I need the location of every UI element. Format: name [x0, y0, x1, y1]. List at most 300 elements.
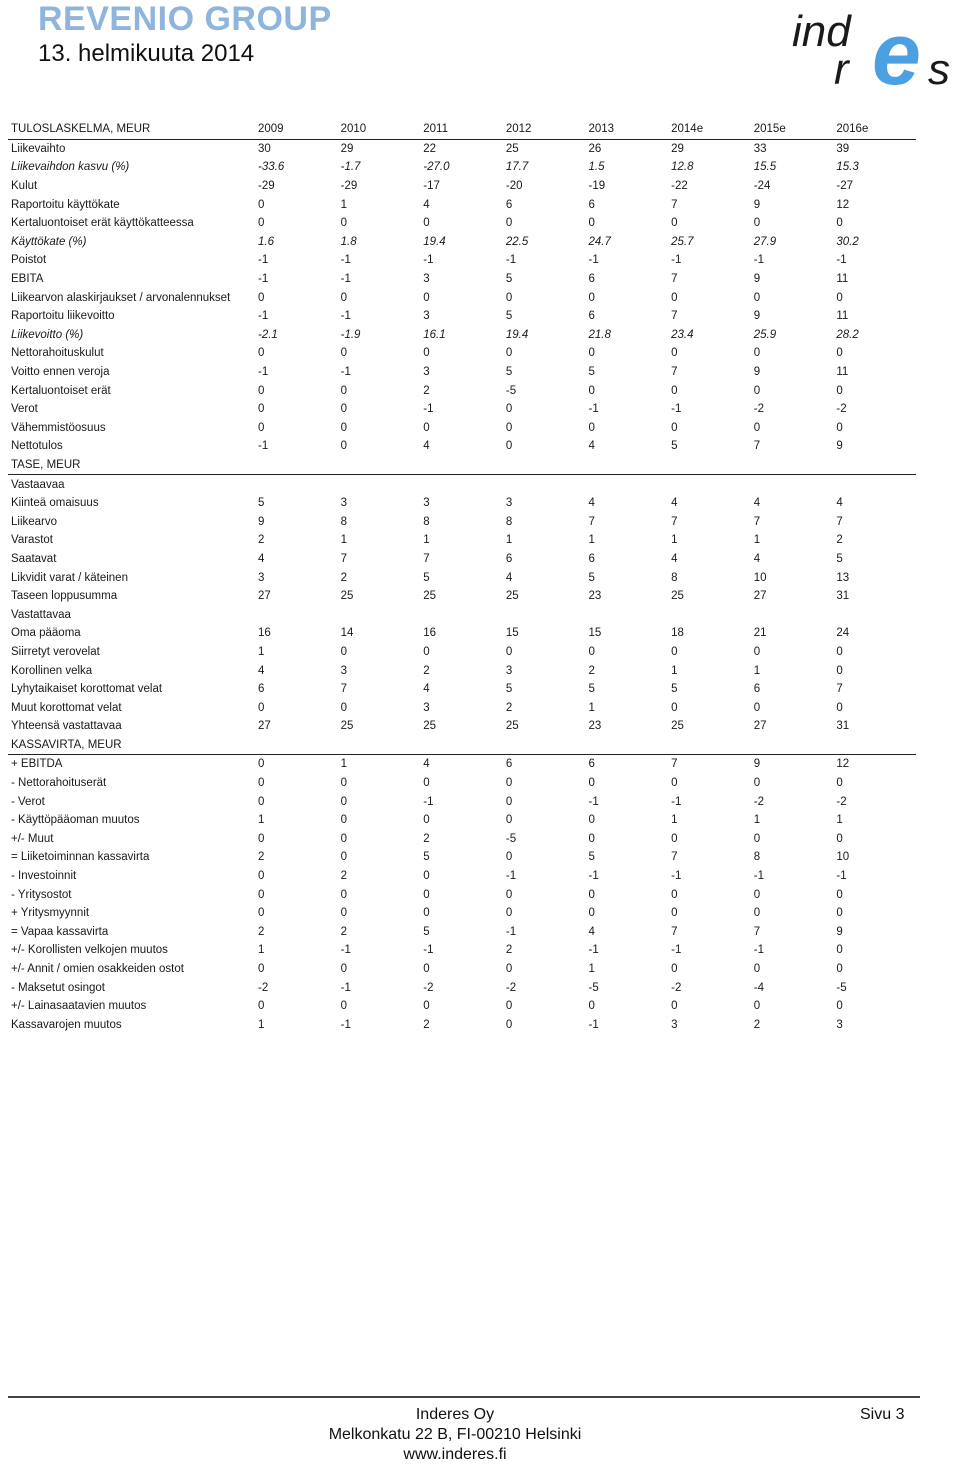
table-cell: 0 [588, 347, 595, 360]
table-cell: 0 [671, 701, 678, 714]
table-cell: 0 [836, 291, 843, 304]
table-cell: 6 [588, 758, 595, 771]
table-row [8, 774, 916, 793]
year-header: 2012 [503, 120, 586, 139]
table-cell: -1 [258, 310, 269, 323]
table-cell: 27 [258, 720, 271, 733]
table-cell: 31 [836, 720, 850, 733]
table-cell: 12 [836, 198, 850, 211]
table-cell: -27.0 [423, 161, 450, 174]
row-label: +/- Annit / omien osakkeiden ostot [11, 963, 184, 976]
table-cell: -19 [588, 180, 606, 193]
table-cell: 5 [588, 366, 595, 379]
table-cell: 0 [258, 1000, 265, 1013]
table-cell: 15.3 [836, 161, 859, 174]
table-cell: 11 [836, 310, 849, 323]
table-cell: 22.5 [505, 235, 529, 248]
table-cell: 0 [423, 347, 430, 360]
table-cell: 25 [671, 720, 684, 733]
table-cell: 27.9 [753, 235, 777, 248]
table-cell: 5 [258, 497, 265, 510]
table-cell: 0 [505, 291, 513, 304]
table-cell: 12.8 [671, 161, 694, 174]
row-label: Raportoitu liikevoitto [11, 310, 115, 323]
table-cell: 0 [258, 421, 265, 434]
table-cell: 0 [505, 963, 513, 976]
year-header: 2009 [255, 120, 338, 139]
table-cell: 25 [423, 590, 437, 603]
table-cell: 27 [258, 590, 271, 603]
table-cell: 0 [340, 440, 348, 453]
table-cell: 0 [340, 403, 348, 416]
table-cell: 1 [753, 814, 761, 827]
table-cell: 0 [423, 645, 430, 658]
table-row [8, 811, 916, 830]
table-cell: 0 [423, 291, 430, 304]
table-cell: 0 [836, 421, 843, 434]
table-cell: 0 [423, 217, 430, 230]
table-cell: 0 [423, 421, 430, 434]
table-row [8, 233, 916, 252]
table-cell [586, 605, 669, 624]
row-label: Muut korottomat velat [11, 701, 122, 714]
table-cell: 0 [671, 421, 678, 434]
table-cell: 1 [588, 963, 595, 976]
table-cell: 3 [340, 497, 348, 510]
table-row [8, 698, 916, 717]
table-cell: -1 [671, 944, 682, 957]
table-row [8, 904, 916, 923]
footer-divider [8, 1396, 920, 1398]
table-cell: 0 [671, 888, 678, 901]
table-cell: -1 [340, 273, 351, 286]
row-label: +/- Lainasaatavien muutos [11, 1000, 147, 1013]
row-label: = Vapaa kassavirta [11, 925, 109, 938]
table-row [8, 177, 916, 196]
table-cell: 0 [258, 795, 265, 808]
table-cell: 5 [423, 851, 430, 864]
table-cell: 1.8 [340, 235, 357, 248]
table-cell: 1 [836, 814, 843, 827]
table-cell: 15 [505, 627, 519, 640]
table-cell: 25.7 [671, 235, 694, 248]
table-cell: -1 [588, 254, 599, 267]
row-label: Taseen loppusumma [11, 590, 118, 603]
table-cell: -1 [505, 254, 517, 267]
row-label: Voitto ennen veroja [11, 366, 110, 379]
row-label: Vastattavaa [11, 608, 71, 621]
table-cell: 0 [753, 645, 761, 658]
table-cell: 7 [340, 552, 348, 565]
table-cell: 7 [423, 552, 430, 565]
table-cell: 0 [671, 907, 678, 920]
row-label: = Liiketoiminnan kassavirta [11, 851, 150, 864]
table-cell: 2 [258, 925, 265, 938]
row-label: +/- Korollisten velkojen muutos [11, 944, 168, 957]
table-cell: 4 [258, 552, 265, 565]
table-cell [255, 475, 338, 494]
table-cell: 0 [588, 291, 595, 304]
table-row [8, 680, 916, 699]
footer-website[interactable]: www.inderes.fi [403, 1446, 507, 1463]
table-cell: -1.9 [340, 328, 361, 341]
table-cell: -1 [588, 944, 599, 957]
table-cell: 0 [258, 963, 265, 976]
table-cell: 4 [671, 552, 678, 565]
table-cell: 14 [340, 627, 354, 640]
row-label: - Yritysostot [11, 888, 72, 901]
table-cell: 0 [588, 1000, 595, 1013]
table-cell: 0 [588, 777, 595, 790]
table-cell: 2 [423, 384, 430, 397]
table-row [8, 1016, 916, 1035]
table-cell: 0 [836, 645, 843, 658]
table-cell: -2 [753, 795, 764, 808]
table-cell: 8 [753, 851, 761, 864]
table-cell: 0 [505, 421, 513, 434]
table-cell: 7 [671, 515, 678, 528]
table-cell: 4 [671, 497, 678, 510]
table-cell: 5 [423, 925, 430, 938]
table-cell: 1.5 [588, 161, 605, 174]
table-cell: 0 [340, 421, 348, 434]
table-cell [833, 605, 916, 624]
table-cell: 1 [588, 534, 595, 547]
table-cell: 0 [340, 851, 348, 864]
table-cell: 22 [423, 142, 437, 155]
table-cell: -5 [505, 384, 517, 397]
row-label: + Yritysmyynnit [11, 907, 90, 920]
table-cell: 0 [258, 347, 265, 360]
row-label: Siirretyt verovelat [11, 645, 100, 658]
header-empty-cell [420, 736, 503, 755]
table-cell: 3 [423, 366, 430, 379]
table-cell: 0 [753, 963, 761, 976]
table-row [8, 755, 916, 774]
header-empty-cell [420, 456, 503, 475]
table-cell: 2 [753, 1018, 761, 1031]
header-empty-cell [503, 736, 586, 755]
row-label: - Käyttöpääoman muutos [11, 814, 140, 827]
table-cell: 0 [753, 888, 761, 901]
table-row [8, 475, 916, 494]
table-cell: 0 [258, 777, 265, 790]
table-cell: -1 [753, 254, 764, 267]
table-cell: 2 [588, 664, 595, 677]
table-cell: 0 [423, 888, 430, 901]
row-label: Likvidit varat / käteinen [11, 571, 128, 584]
table-cell: 0 [588, 421, 595, 434]
table-row [8, 867, 916, 886]
table-cell: 3 [423, 497, 430, 510]
table-cell: 2 [505, 944, 513, 957]
table-cell [420, 605, 503, 624]
table-row [8, 214, 916, 233]
row-label: Saatavat [11, 552, 57, 565]
table-cell: 17.7 [505, 161, 529, 174]
table-cell: 0 [340, 888, 348, 901]
table-cell: 0 [753, 1000, 761, 1013]
table-cell: -1 [340, 944, 351, 957]
table-cell: 0 [836, 384, 843, 397]
table-cell: 0 [505, 777, 513, 790]
row-label: Kassavarojen muutos [11, 1018, 122, 1031]
table-cell: 0 [753, 291, 761, 304]
table-cell: 11 [836, 273, 849, 286]
table-cell: 21.8 [588, 328, 611, 341]
table-cell: -1 [258, 440, 269, 453]
year-header: 2013 [586, 120, 669, 139]
table-cell: 0 [753, 777, 761, 790]
table-cell: 0 [588, 888, 595, 901]
table-cell: -1 [505, 870, 517, 883]
row-label: Kertaluontoiset erät käyttökatteessa [11, 217, 194, 230]
table-cell: -1 [258, 254, 269, 267]
logo-text-top: ind [792, 7, 851, 56]
table-row [8, 400, 916, 419]
table-cell: -1 [671, 254, 682, 267]
table-row [8, 792, 916, 811]
header-empty-cell [255, 736, 338, 755]
table-cell: 9 [836, 925, 843, 938]
row-label: Nettorahoituskulut [11, 347, 104, 360]
table-cell: 4 [753, 552, 761, 565]
table-cell: 6 [588, 552, 595, 565]
table-cell: 4 [588, 925, 595, 938]
table-cell: 1.6 [258, 235, 274, 248]
table-cell: -2 [258, 981, 269, 994]
table-row [8, 923, 916, 942]
table-cell: 0 [258, 217, 265, 230]
table-cell: 16.1 [423, 328, 446, 341]
table-row [8, 997, 916, 1016]
table-cell: 0 [340, 701, 348, 714]
table-cell: 4 [423, 198, 430, 211]
table-row [8, 251, 916, 270]
table-cell: -1.7 [340, 161, 361, 174]
row-label: +/- Muut [11, 832, 54, 845]
table-cell: 1 [505, 534, 513, 547]
table-cell: 8 [671, 571, 678, 584]
table-cell: 3 [505, 497, 513, 510]
table-row [8, 363, 916, 382]
table-cell: 9 [836, 440, 843, 453]
table-cell: 5 [505, 273, 513, 286]
footer-company: Inderes Oy [415, 1406, 495, 1423]
table-cell: 5 [505, 683, 513, 696]
table-cell: 2 [340, 571, 348, 584]
section-title: TASE, MEUR [8, 456, 255, 475]
table-row [8, 139, 916, 158]
table-cell: -1 [340, 1018, 351, 1031]
row-label: Vastaavaa [11, 478, 65, 491]
page-number: Sivu 3 [860, 1406, 905, 1423]
table-cell: 0 [423, 870, 430, 883]
table-row [8, 494, 916, 513]
table-cell [668, 475, 751, 494]
table-cell: 0 [340, 777, 348, 790]
header-empty-cell [503, 456, 586, 475]
table-cell: 7 [753, 925, 761, 938]
table-cell: 0 [671, 1000, 678, 1013]
row-label: Liikevaihdon kasvu (%) [11, 161, 130, 174]
table-cell: 0 [836, 701, 843, 714]
table-cell: 27 [753, 590, 767, 603]
table-cell: 7 [671, 366, 678, 379]
table-cell: 4 [423, 683, 430, 696]
table-cell: -2 [671, 981, 682, 994]
table-cell: 0 [505, 907, 513, 920]
table-cell: 1 [423, 534, 430, 547]
table-cell: 0 [423, 777, 430, 790]
table-cell: 5 [505, 310, 513, 323]
table-cell: -5 [836, 981, 847, 994]
table-cell: 0 [836, 217, 843, 230]
header-empty-cell [751, 736, 834, 755]
table-cell: 39 [836, 142, 850, 155]
table-cell [833, 475, 916, 494]
table-row [8, 531, 916, 550]
table-cell: 0 [588, 832, 595, 845]
table-cell: 26 [588, 142, 602, 155]
table-cell: 13 [836, 571, 850, 584]
table-cell: 25.9 [753, 328, 777, 341]
row-label: Verot [11, 403, 38, 416]
table-cell: 0 [340, 347, 348, 360]
table-cell: 0 [505, 1018, 513, 1031]
row-label: Nettotulos [11, 440, 63, 453]
table-cell: 29 [671, 142, 684, 155]
table-cell: 7 [671, 925, 678, 938]
table-row [8, 587, 916, 606]
row-label: Yhteensä vastattavaa [11, 720, 122, 733]
table-cell: -2 [836, 795, 847, 808]
table-cell: -2.1 [258, 328, 278, 341]
table-row [8, 550, 916, 569]
table-cell: 0 [753, 832, 761, 845]
table-row [8, 941, 916, 960]
table-cell: 16 [423, 627, 437, 640]
table-cell: 0 [505, 814, 513, 827]
table-cell: 9 [753, 366, 761, 379]
table-cell: 5 [836, 552, 843, 565]
table-cell: 24.7 [588, 235, 611, 248]
table-cell: -1 [588, 795, 599, 808]
table-cell: -5 [588, 981, 599, 994]
table-cell: 6 [588, 198, 595, 211]
table-cell: 0 [836, 907, 843, 920]
table-cell: 7 [836, 515, 843, 528]
logo-text-bottom: r [834, 45, 849, 92]
table-cell: 0 [671, 832, 678, 845]
table-cell: 0 [505, 440, 513, 453]
table-cell: 2 [423, 664, 430, 677]
table-cell: 5 [671, 683, 678, 696]
year-header: 2016e [833, 120, 916, 139]
header-empty-cell [668, 456, 751, 475]
table-cell: 23 [588, 720, 602, 733]
table-cell: 1 [588, 701, 595, 714]
row-label: Liikevaihto [11, 142, 66, 155]
section-header-row [8, 736, 916, 755]
table-cell: 5 [588, 571, 595, 584]
table-cell: 0 [340, 814, 348, 827]
table-cell: 0 [505, 347, 513, 360]
table-cell: 0 [836, 1000, 843, 1013]
table-cell: 3 [423, 701, 430, 714]
table-cell: 1 [671, 534, 678, 547]
table-cell: 3 [505, 664, 513, 677]
table-cell: 0 [258, 198, 265, 211]
table-row [8, 344, 916, 363]
table-cell: 6 [505, 552, 513, 565]
table-cell: 0 [753, 907, 761, 920]
financial-table [8, 120, 916, 1034]
row-label: + EBITDA [11, 758, 63, 771]
table-cell: 2 [836, 534, 843, 547]
table-cell: 16 [258, 627, 271, 640]
financial-table-body [8, 120, 916, 1034]
table-cell: 0 [258, 291, 265, 304]
table-cell: 0 [836, 888, 843, 901]
table-row [8, 437, 916, 456]
table-row [8, 381, 916, 400]
table-cell: 24 [836, 627, 850, 640]
header-empty-cell [586, 456, 669, 475]
table-cell: 0 [423, 963, 430, 976]
table-cell: 0 [340, 384, 348, 397]
table-row [8, 830, 916, 849]
table-cell: 7 [671, 851, 678, 864]
table-cell: 5 [505, 366, 513, 379]
table-cell: 30.2 [836, 235, 859, 248]
table-cell: 0 [340, 291, 348, 304]
table-cell: -1 [836, 254, 847, 267]
table-cell: -1 [671, 870, 682, 883]
table-cell: 0 [258, 832, 265, 845]
table-cell: 28.2 [836, 328, 859, 341]
table-cell: -2 [753, 403, 764, 416]
table-cell: 1 [258, 645, 265, 658]
table-cell: 7 [836, 683, 843, 696]
table-cell: 0 [505, 795, 513, 808]
table-cell: 0 [505, 403, 513, 416]
table-cell: 0 [588, 384, 595, 397]
table-cell: 0 [671, 217, 678, 230]
table-cell: 3 [423, 310, 430, 323]
table-cell: 0 [258, 384, 265, 397]
table-cell: -1 [423, 944, 434, 957]
table-cell: 3 [423, 273, 430, 286]
table-cell: 19.4 [423, 235, 446, 248]
table-cell: 19.4 [505, 328, 529, 341]
table-cell: 10 [836, 851, 850, 864]
table-cell: -1 [423, 795, 434, 808]
table-cell: 0 [340, 832, 348, 845]
table-cell: 0 [258, 758, 265, 771]
table-row [8, 195, 916, 214]
header-empty-cell [338, 456, 421, 475]
table-cell: 4 [588, 440, 595, 453]
table-cell: 0 [836, 347, 843, 360]
table-cell: 2 [258, 534, 265, 547]
table-row [8, 419, 916, 438]
section-header-row [8, 456, 916, 475]
table-row [8, 960, 916, 979]
table-row [8, 326, 916, 345]
table-cell: 9 [753, 273, 761, 286]
table-cell: 6 [258, 683, 265, 696]
